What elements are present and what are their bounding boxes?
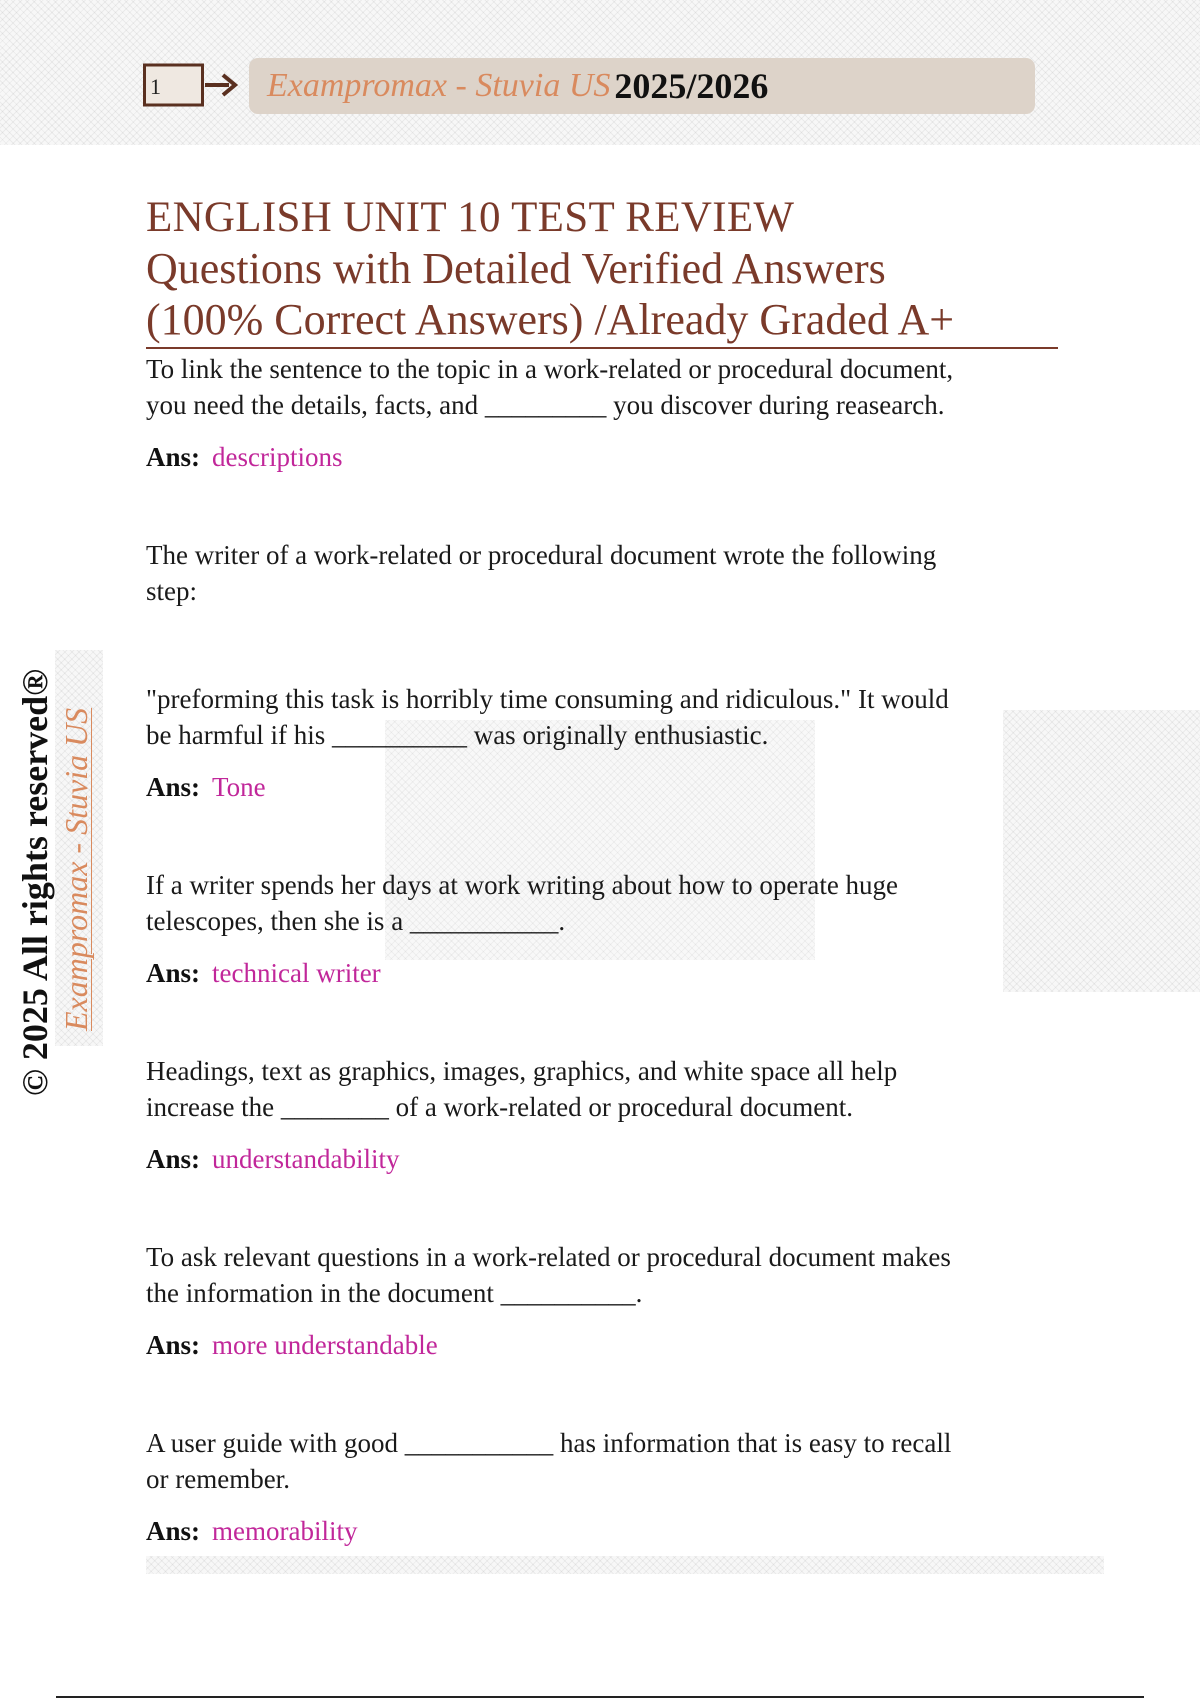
answer — [146, 955, 1046, 991]
answer — [146, 1327, 1046, 1363]
answer-label: Ans: — [146, 442, 201, 472]
header-brand: Exampromax - Stuvia US — [267, 67, 611, 104]
qa-item — [146, 867, 1046, 991]
footer-divider — [56, 1696, 1144, 1698]
qa-item — [146, 1239, 1046, 1363]
side-copyright: © 2025 All rights reserved® — [15, 668, 55, 1096]
side-brand: Exampromax - Stuvia US — [58, 707, 94, 1031]
answer-text: technical writer — [212, 958, 381, 988]
answer-label: Ans: — [146, 1144, 201, 1174]
qa-item — [146, 537, 1046, 805]
header-banner — [249, 58, 1035, 114]
question-text: To ask relevant questions in a work-related or procedural document makes the information in the document __________. — [146, 1242, 951, 1308]
qa-item — [146, 351, 1046, 475]
title-line: Questions with Detailed Verified Answers — [146, 244, 886, 293]
answer-label: Ans: — [146, 1330, 201, 1360]
answer — [146, 1141, 1046, 1177]
answer-text: memorability — [212, 1516, 358, 1546]
document-title — [146, 192, 1058, 349]
answer-label: Ans: — [146, 772, 201, 802]
answer — [146, 769, 1046, 805]
qa-list — [146, 351, 1046, 1549]
header-year: 2025/2026 — [614, 66, 769, 106]
footer-pattern-bar — [146, 1556, 1104, 1574]
answer — [146, 1513, 1046, 1549]
qa-item — [146, 1053, 1046, 1177]
answer-text: understandability — [212, 1144, 400, 1174]
question-text: To link the sentence to the topic in a work-related or procedural document, you need the details, facts, and _________ you discover during reasearch. — [146, 354, 954, 420]
answer-text: more understandable — [212, 1330, 438, 1360]
title-line: (100% Correct Answers) /Already Graded A+ — [146, 295, 955, 344]
question-text: A user guide with good ___________ has information that is easy to recall or remember. — [146, 1428, 952, 1494]
title-line: ENGLISH UNIT 10 TEST REVIEW — [146, 194, 795, 241]
question-text: The writer of a work-related or procedural document wrote the following step: "preforming this task is horribly time consuming and ridiculous." It would be harmful if his __________ was originally enthusiastic. — [146, 540, 949, 750]
answer-text: Tone — [212, 772, 266, 802]
answer-label: Ans: — [146, 958, 201, 988]
question-text: Headings, text as graphics, images, graphics, and white space all help increase the ________ of a work-related or procedural document. — [146, 1056, 898, 1122]
answer-label: Ans: — [146, 1516, 201, 1546]
qa-item — [146, 1425, 1046, 1549]
page-number: 1 — [150, 74, 161, 99]
answer-text: descriptions — [212, 442, 343, 472]
question-text: If a writer spends her days at work writing about how to operate huge telescopes, then she is a ___________. — [146, 870, 899, 936]
answer — [146, 439, 1046, 475]
